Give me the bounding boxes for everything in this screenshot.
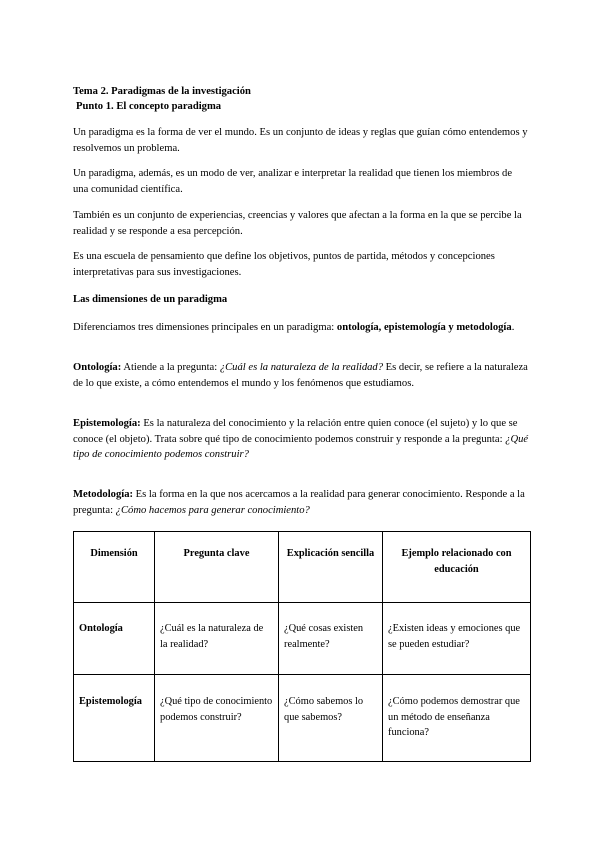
table-header-cell: Explicación sencilla [279, 532, 383, 603]
table-header-cell: Dimensión [74, 532, 155, 603]
table-cell: Epistemología [74, 675, 155, 762]
table-cell: Ontología [74, 603, 155, 675]
table-cell: ¿Qué cosas existen realmente? [279, 603, 383, 675]
table-header-cell: Ejemplo relacionado con educación [383, 532, 531, 603]
table-cell: ¿Existen ideas y emociones que se pueden estudiar? [383, 603, 531, 675]
metodologia-paragraph: Metodología: Es la forma en la que nos acercamos a la realidad para generar conocimiento. Responde a la pregunta: ¿Cómo hacemos para generar conocimiento? [73, 489, 525, 516]
paragraph-3: También es un conjunto de experiencias, creencias y valores que afectan a la forma en la que se percibe la realidad y se responde a esa percepción. [73, 210, 522, 237]
document-title: Tema 2. Paradigmas de la investigación [73, 86, 251, 97]
table-cell: ¿Cómo sabemos lo que sabemos? [279, 675, 383, 762]
paragraph-1: Un paradigma es la forma de ver el mundo. Es un conjunto de ideas y reglas que guían cómo entendemos y resolvemos un problema. [73, 127, 528, 154]
table-header-cell: Pregunta clave [155, 532, 279, 603]
dimensions-intro: Diferenciamos tres dimensiones principales en un paradigma: ontología, epistemología y metodología. [73, 322, 515, 333]
paragraph-2: Un paradigma, además, es un modo de ver, analizar e interpretar la realidad que tienen los miembros de una comunidad científica. [73, 168, 513, 195]
table-row [74, 603, 531, 675]
document-subtitle: Punto 1. El concepto paradigma [76, 101, 222, 112]
table-cell: ¿Cuál es la naturaleza de la realidad? [155, 603, 279, 675]
table-header-row [74, 532, 531, 603]
section-heading: Las dimensiones de un paradigma [73, 294, 228, 305]
dimensions-table [73, 531, 531, 762]
table-cell: ¿Qué tipo de conocimiento podemos construir? [155, 675, 279, 762]
ontologia-paragraph: Ontología: Atiende a la pregunta: ¿Cuál es la naturaleza de la realidad? Es decir, se refiere a la naturaleza de lo que existe, a cómo entendemos el mundo y los fenómenos que estudiamos. [73, 362, 528, 389]
table-row [74, 675, 531, 762]
table-cell: ¿Cómo podemos demostrar que un método de enseñanza funciona? [383, 675, 531, 762]
paragraph-4: Es una escuela de pensamiento que define los objetivos, puntos de partida, métodos y concepciones interpretativas para sus investigaciones. [73, 251, 495, 278]
epistemologia-paragraph: Epistemología: Es la naturaleza del conocimiento y la relación entre quien conoce (el sujeto) y lo que se conoce (el objeto). Trata sobre qué tipo de conocimiento podemos construir y responde a la pregunta: ¿Qué tipo de conocimiento podemos construir? [73, 418, 529, 460]
